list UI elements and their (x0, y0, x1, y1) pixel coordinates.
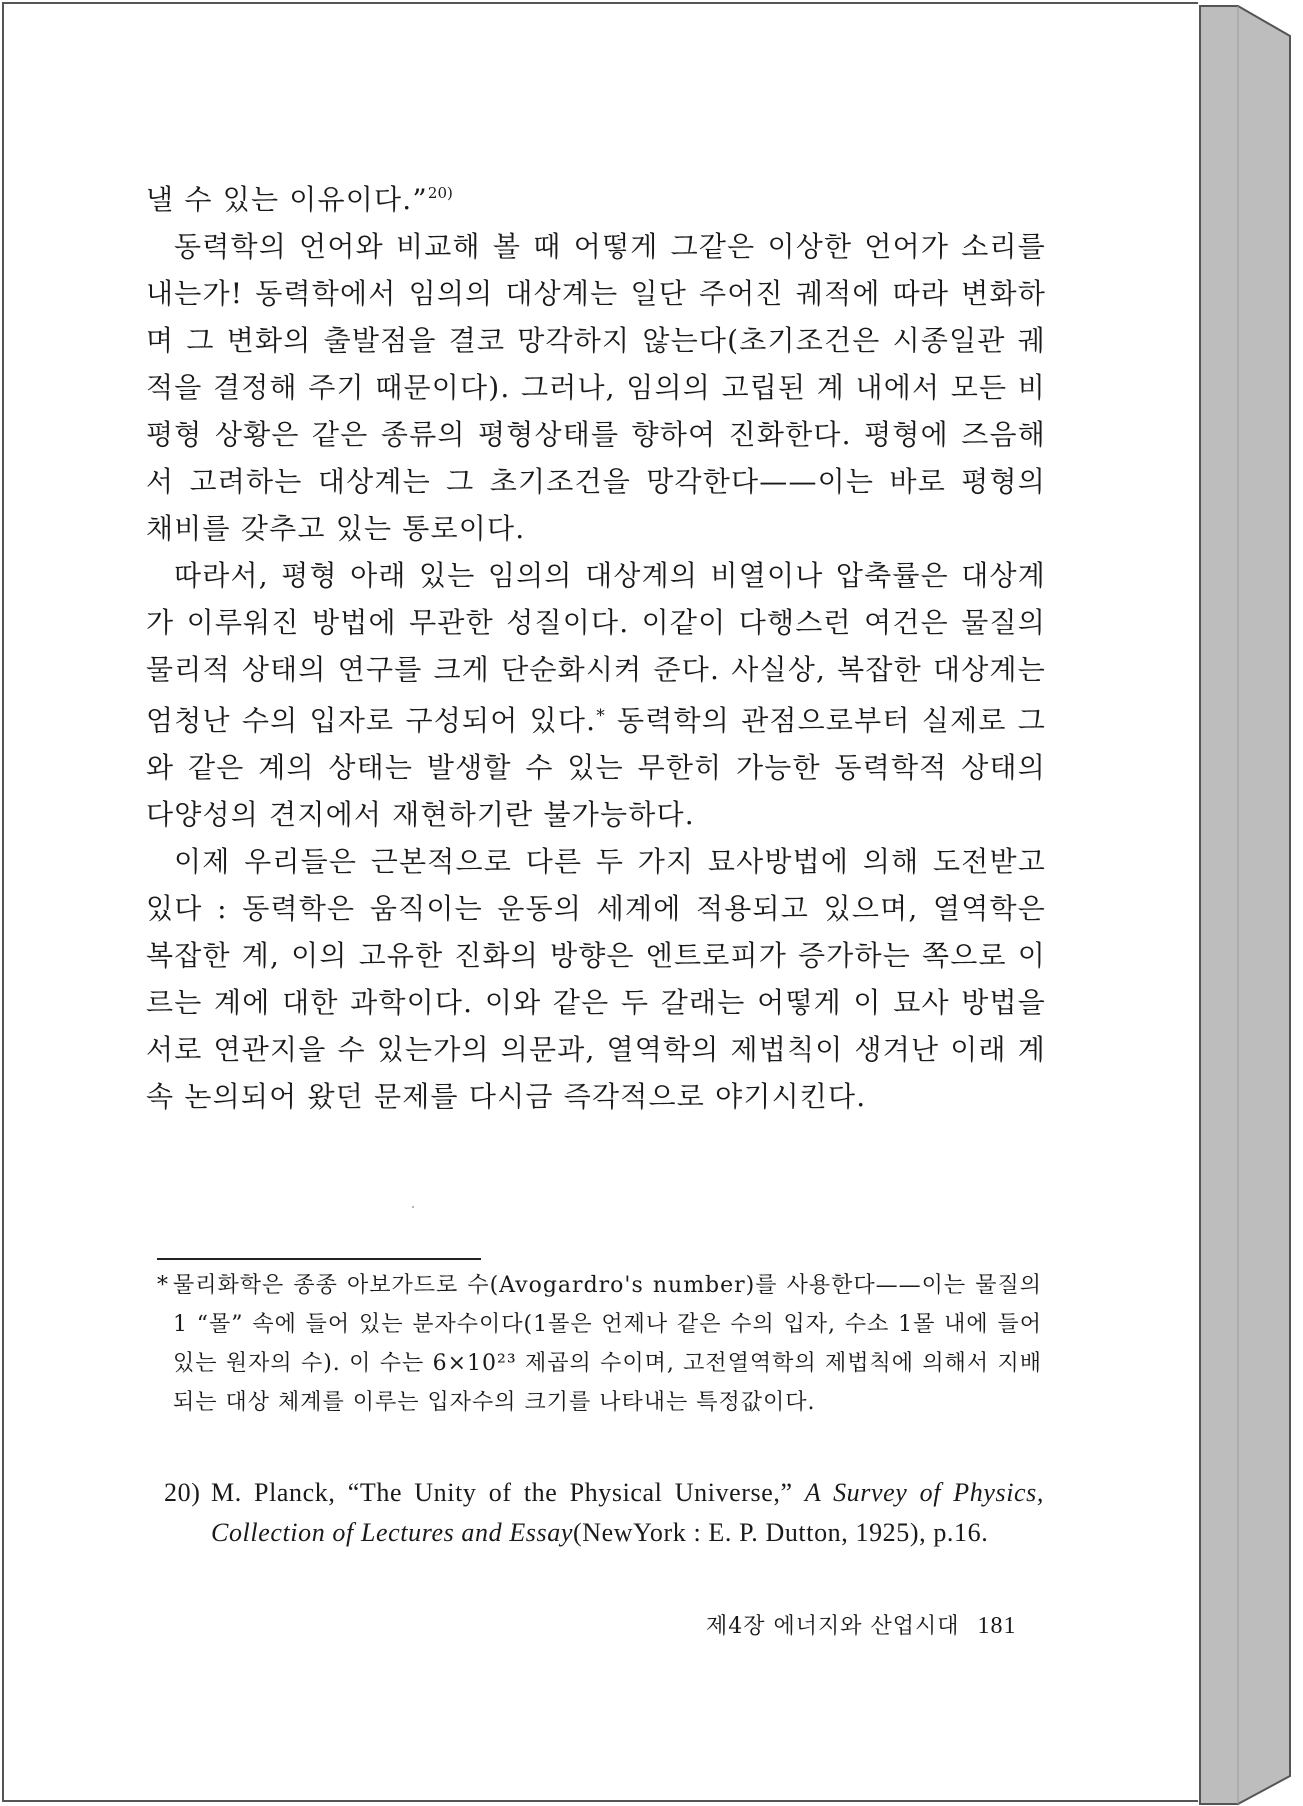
paragraph-0: 낼 수 있는 이유이다.”$^{20)}$ (146, 183, 453, 216)
main-text (146, 170, 1046, 1120)
footnote-ref-20: 20) (427, 184, 453, 202)
running-footer (706, 1609, 1017, 1640)
footnote-ref-star: * (596, 706, 606, 726)
footnote-20 (164, 1473, 1044, 1553)
footnote-20-title: A Survey of Physics, Collection of Lectures and Essay (211, 1478, 1044, 1547)
footnote-divider (157, 1258, 481, 1260)
footnote-star (157, 1266, 1042, 1422)
scan-speck (412, 1206, 414, 1208)
book-spine-edge (1198, 0, 1303, 1806)
paragraph-3: 이제 우리들은 근본적으로 다른 두 가지 묘사방법에 의해 도전받고 있다 : 동력학은 움직이는 운동의 세계에 적용되고 있으며, 열역학은 복잡한 계, 이의 고유한 진화의 방향은 엔트로피가 증가하는 쪽으로 이르는 계에 대한 과학이다. 이와 같은 두 갈래는 어떻게 이 묘사 방법을 서로 연관지을 수 있는가의 의문과, 열역학의 제법칙이 생겨난 이래 계속 논의되어 왔던 문제를 다시금 즉각적으로 야기시킨다. (146, 845, 1046, 1113)
paragraph-1: 동력학의 언어와 비교해 볼 때 어떻게 그같은 이상한 언어가 소리를 내는가! 동력학에서 임의의 대상계는 일단 주어진 궤적에 따라 변화하며 그 변화의 출발점을 결코 망각하지 않는다(초기조건은 시종일관 궤적을 결정해 주기 때문이다). 그러나, 임의의 고립된 계 내에서 모든 비평형 상황은 같은 종류의 평형상태를 향하여 진화한다. 평형에 즈음해서 고려하는 대상계는 그 초기조건을 망각한다——이는 바로 평형의 채비를 갖추고 있는 통로이다. (146, 230, 1046, 545)
paragraph-2: 따라서, 평형 아래 있는 임의의 대상계의 비열이나 압축률은 대상계가 이루워진 방법에 무관한 성질이다. 이같이 다행스런 여건은 물질의 물리적 상태의 연구를 크게 단순화시켜 준다. 사실상, 복잡한 대상계는 엄청난 수의 입자로 구성되어 있다.* 동력학의 관점으로부터 실제로 그와 같은 계의 상태는 발생할 수 있는 무한히 가능한 동력학적 상태의 다양성의 견지에서 재현하기란 불가능하다. (146, 559, 1046, 831)
footnote-star-mark: * (157, 1273, 169, 1298)
footnote-20-number: 20) (164, 1478, 201, 1507)
page-number: 181 (977, 1613, 1017, 1639)
footnote-star-text: 물리화학은 종종 아보가드로 수(Avogardro's number)를 사용한다——이는 물질의 1 “몰” 속에 들어 있는 분자수이다(1몰은 언제나 같은 수의 입자, 수소 1몰 내에 들어 있는 원자의 수). 이 수는 6×10²³ 제곱의 수이며, 고전열역학의 제법칙에 의해서 지배되는 대상 체계를 이루는 입자수의 크기를 나타내는 특정값이다. (173, 1273, 1042, 1415)
footnote-20-citation: M. Planck, “The Unity of the Physical Universe,” A Survey of Physics, Collection of Lectures and Essay(NewYork : E. P. Dutton, 1925), p.16. (211, 1478, 1044, 1547)
chapter-title: 제4장 에너지와 산업시대 (706, 1614, 960, 1639)
